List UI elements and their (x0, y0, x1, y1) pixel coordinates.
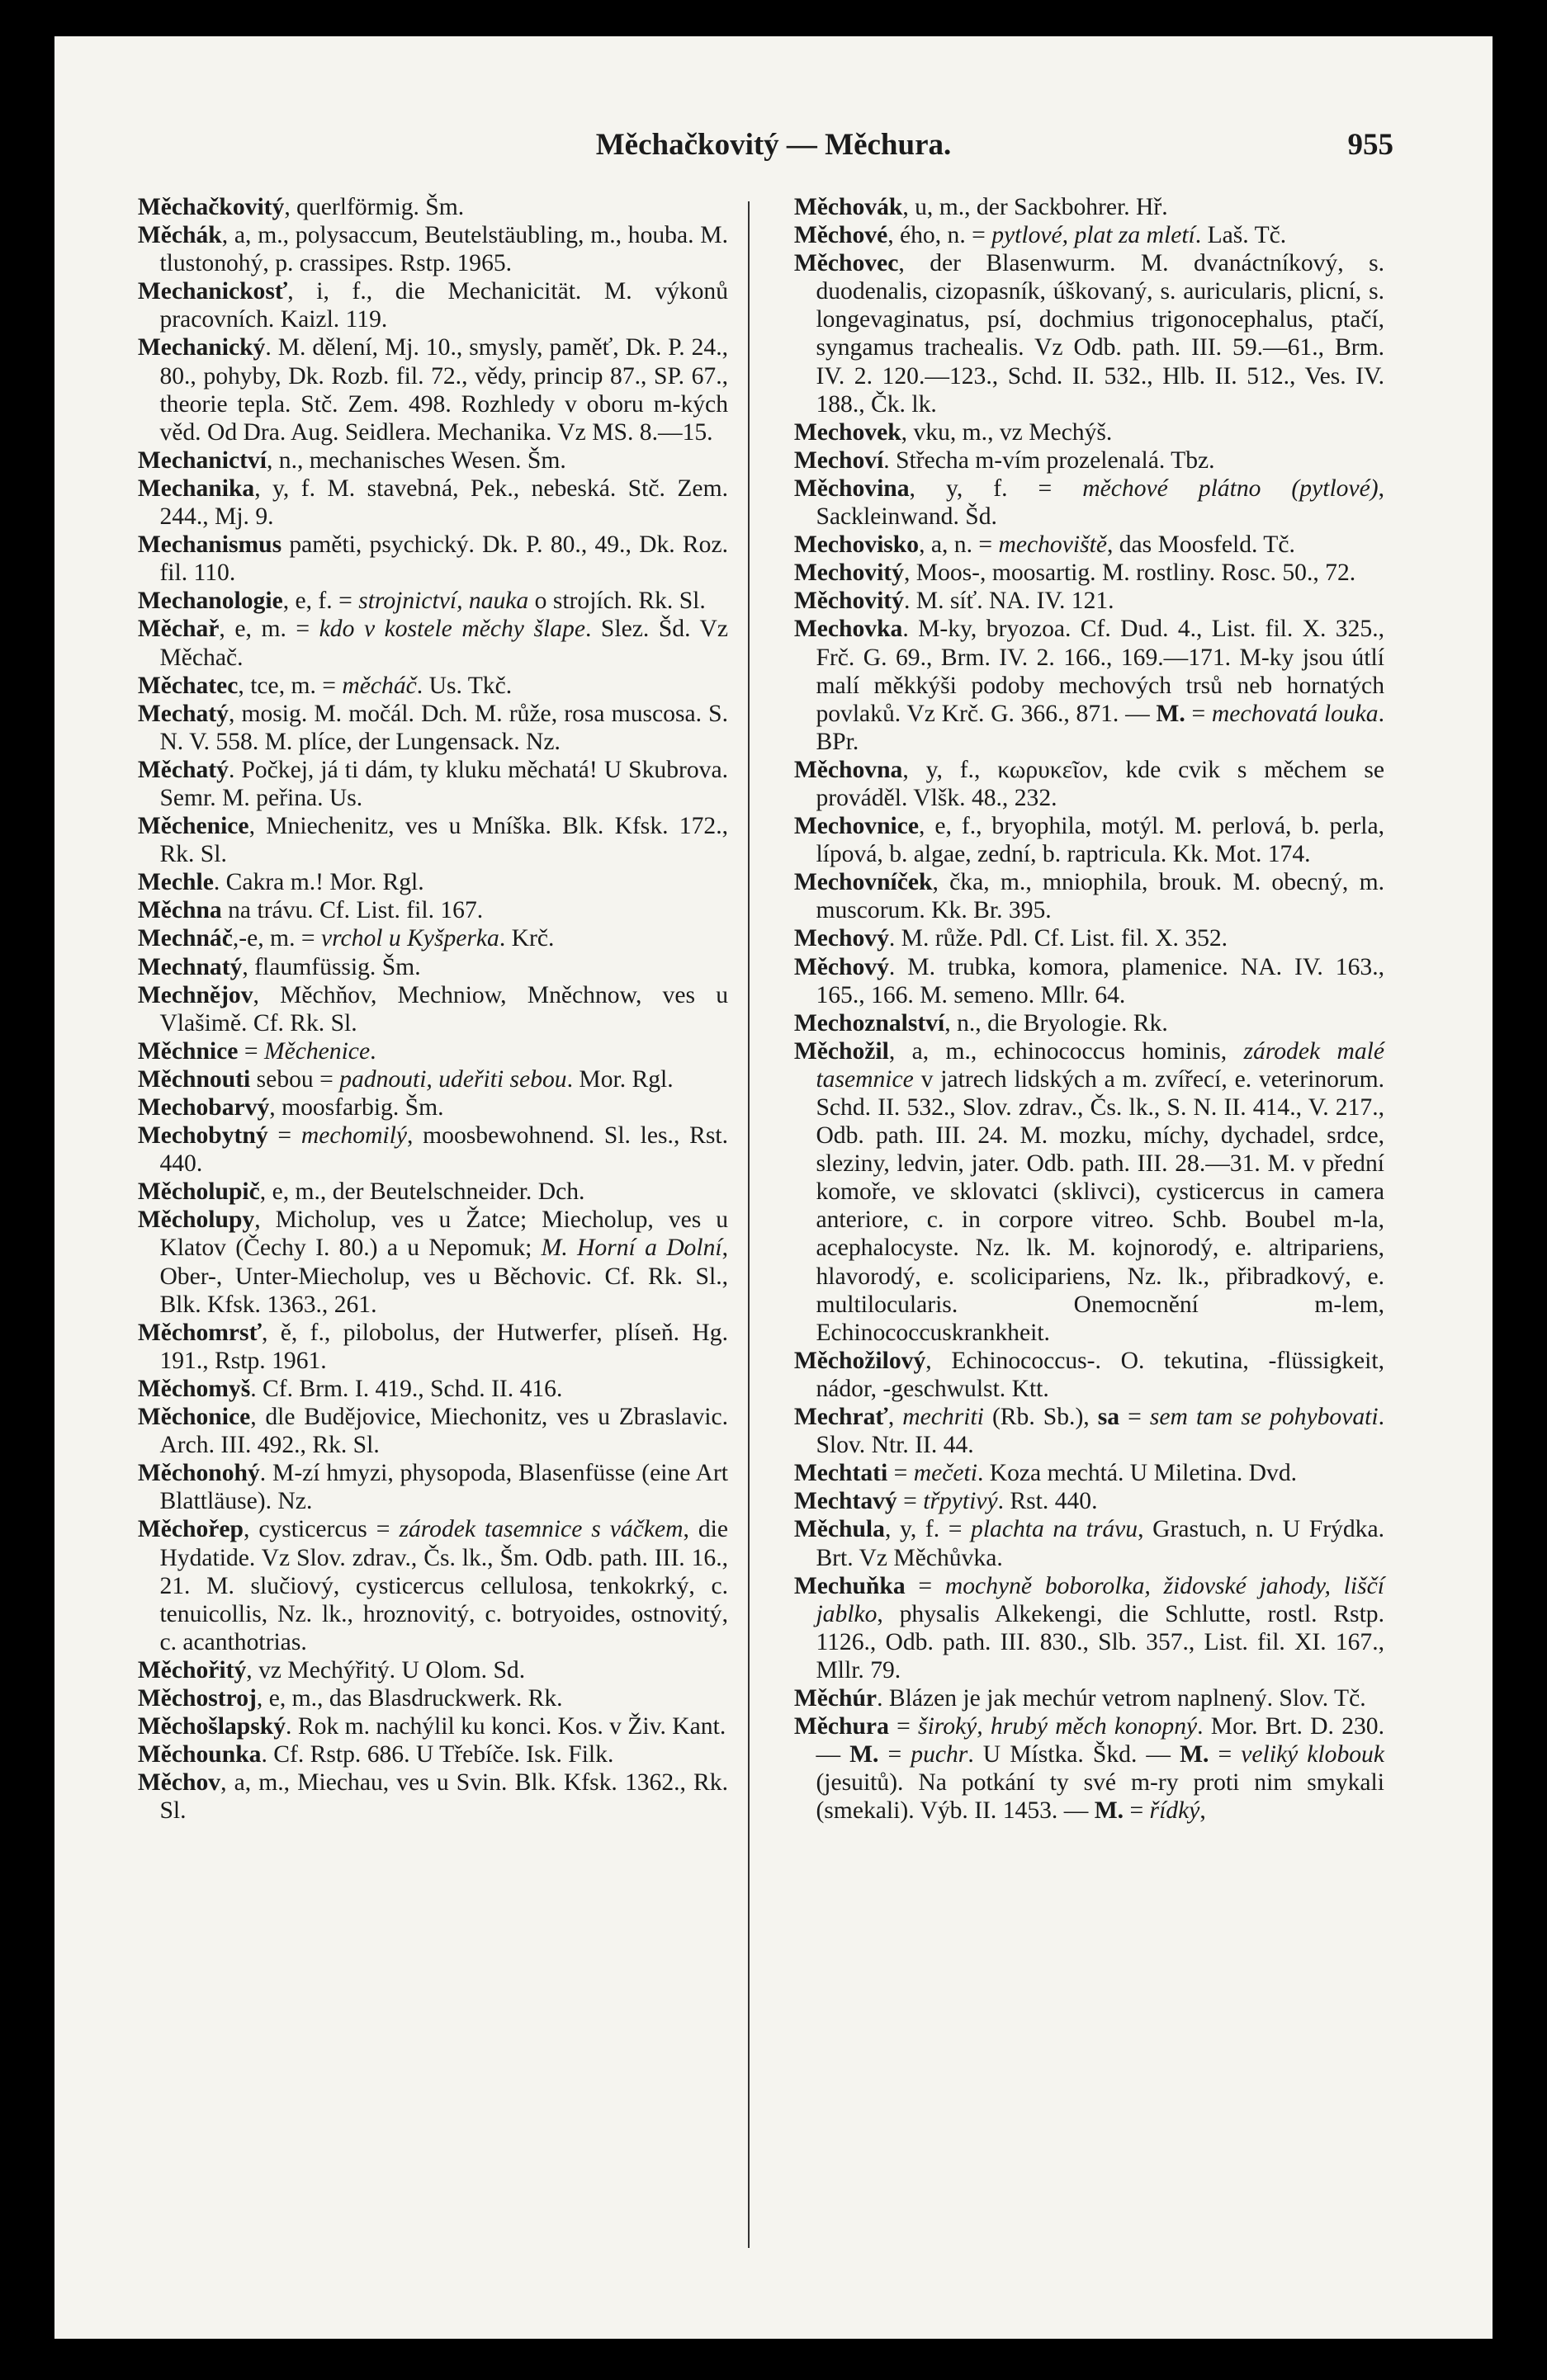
dictionary-entry: Měchožil, a, m., echinococcus hominis, zárodek malé tasemnice v jatrech lidských a m. zvířecí, e. veterinorum. Schd. II. 532., Slov. zdrav., Čs. lk., S. N. II. 414., V. 217., Odb. path. III. 24. M. mozku, míchy, dychadel, srdce, sleziny, ledvin, jater. Odb. path. III. 28.—31. M. v přední komoře, ve sklovatci (sklivci), cysticercus in camera anteriore, c. in corpore vitreo. Schb. Boubel m-la, acephalocyste. Nz. lk. M. kojnorodý, e. altripariens, hlavorodý, e. scolicipariens, Nz. lk., přibradkový, e. multilocularis. Onemocnění m-lem, Echinococcuskrankheit. (793, 1037, 1384, 1346)
dictionary-entry: Mechtati = mečeti. Koza mechtá. U Miletina. Dvd. (793, 1460, 1298, 1487)
dictionary-entry: Měchovec, der Blasenwurm. M. dvanáctníkový, s. duodenalis, cizopasník, úškovaný, s. auricularis, plicní, s. longevaginatus, psí, dochmius trigonocephalus, ptačí, syngamus trachealis. Vz Odb. path. III. 59.—61., Brm. IV. 2. 120.—123., Schd. II. 532., Hlb. II. 512., Ves. IV. 188., Čk. lk. (793, 250, 1384, 418)
dictionary-entry: Měchomyš. Cf. Brm. I. 419., Schd. II. 416. (137, 1375, 563, 1402)
dictionary-entry: Mechanismus paměti, psychický. Dk. P. 80., 49., Dk. Roz. fil. 110. (137, 531, 728, 587)
dictionary-entry: Měcholupy, Micholup, ves u Žatce; Miecholup, ves u Klatov (Čechy I. 80.) a u Nepomuk; M. Horní a Dolní, Ober-, Unter-Miecholup, ves u Běchovic. Cf. Rk. Sl., Blk. Kfsk. 1363., 261. (137, 1207, 729, 1318)
dictionary-entry: Měchomrsť, ě, f., pilobolus, der Hutwerfer, plíseň. Hg. 191., Rstp. 1961. (137, 1319, 728, 1374)
dictionary-entry: Mechobarvý, moosfarbig. Šm. (137, 1094, 444, 1121)
dictionary-entry: Měchenice, Mniechenitz, ves u Mníška. Blk. Kfsk. 172., Rk. Sl. (137, 813, 728, 868)
dictionary-entry: Měchura = široký, hrubý měch konopný. Mor. Brt. D. 230. — M. = puchr. U Místka. Škd. — M. = veliký klobouk (jesuitů). Na potkání ty své m-ry proti nim smykali (smekali). Výb. II. 1453. — M. = řídký, (793, 1713, 1384, 1825)
dictionary-entry: Mechanický. M. dělení, Mj. 10., smysly, paměť, Dk. P. 24., 80., pohyby, Dk. Rozb. fil. 72., vědy, princip 87., SP. 67., theorie tepla. Stč. Zem. 498. Rozhledy v oboru m-kých věd. Od Dra. Aug. Seidlera. Mechanika. Vz MS. 8.—15. (137, 334, 728, 446)
dictionary-entry: Měchnouti sebou = padnouti, udeřiti sebou. Mor. Rgl. (137, 1065, 674, 1093)
dictionary-entry: Měchovna, y, f., κωρυκεῖον, kde cvik s měchem se prováděl. Vlšk. 48., 232. (793, 756, 1384, 811)
dictionary-entry: Měchořep, cysticercus = zárodek tasemnice s váčkem, die Hydatide. Vz Slov. zdrav., Čs. lk., Šm. Odb. path. III. 16., 21. M. slučiový, cysticercus cellulosa, tenkokrký, c. tenuicollis, Nz. lk., hroznovitý, c. botryoides, ostnovitý, c. acanthotrias. (137, 1516, 728, 1655)
page-number: 955 (1347, 128, 1393, 162)
right-column (782, 193, 1384, 1825)
dictionary-page (54, 36, 1493, 2339)
dictionary-entry: Mechanika, y, f. M. stavebná, Pek., nebeská. Stč. Zem. 244., Mj. 9. (137, 475, 728, 531)
dictionary-entry: Mechuňka = mochyně boborolka, židovské jahody, liščí jablko, physalis Alkekengi, die Schlutte, rostl. Rstp. 1126., Odb. path. III. 830., Slb. 357., List. fil. XI. 167., Mllr. 79. (793, 1572, 1384, 1683)
dictionary-entry: Mechobytný = mechomilý, moosbewohnend. Sl. les., Rst. 440. (137, 1122, 728, 1178)
dictionary-entry: Měchovina, y, f. = měchové plátno (pytlové), Sackleinwand. Šd. (793, 475, 1384, 531)
dictionary-entry: Mechnatý, flaumfüssig. Šm. (137, 953, 421, 980)
dictionary-entry: Měchula, y, f. = plachta na trávu, Grastuch, n. U Frýdka. Brt. Vz Měchůvka. (793, 1516, 1384, 1571)
running-head (54, 127, 1493, 177)
dictionary-entry: Měchatý. Počkej, já ti dám, ty kluku měchatá! U Skubrova. Semr. M. peřina. Us. (137, 756, 728, 811)
dictionary-entry: Mechnějov, Měchňov, Mechniow, Mněchnow, ves u Vlašimě. Cf. Rk. Sl. (137, 981, 728, 1037)
page-title: Měchačkovitý — Měchura. (595, 128, 952, 162)
column-divider (748, 201, 750, 2248)
dictionary-entry: Měchostroj, e, m., das Blasdruckwerk. Rk. (137, 1684, 563, 1712)
dictionary-entry: Měchounka. Cf. Rstp. 686. U Třebíče. Isk. Filk. (137, 1741, 614, 1768)
dictionary-entry: Mechanictví, n., mechanisches Wesen. Šm. (137, 446, 566, 474)
dictionary-entry: Měchonohý. M-zí hmyzi, physopoda, Blasenfüsse (eine Art Blattläuse). Nz. (137, 1460, 728, 1515)
dictionary-entry: Měchovák, u, m., der Sackbohrer. Hř. (793, 194, 1168, 220)
dictionary-entry: Měchožilový, Echinococcus-. O. tekutina, -flüssigkeit, nádor, -geschwulst. Ktt. (793, 1347, 1384, 1402)
dictionary-entry: Měchař, e, m. = kdo v kostele měchy šlape. Slez. Šd. Vz Měchač. (137, 616, 729, 671)
dictionary-entry: Měchové, ého, n. = pytlové, plat za mletí. Laš. Tč. (793, 222, 1287, 249)
dictionary-entry: Mechovisko, a, n. = mechoviště, das Moosfeld. Tč. (793, 531, 1295, 559)
dictionary-entry: Měcholupič, e, m., der Beutelschneider. Dch. (137, 1178, 585, 1206)
dictionary-entry: Mechový. M. růže. Pdl. Cf. List. fil. X. 352. (793, 925, 1228, 952)
dictionary-entry: Měchačkovitý, querlförmig. Šm. (137, 194, 465, 220)
dictionary-entry: Mechnáč,-e, m. = vrchol u Kyšperka. Krč. (137, 925, 555, 952)
dictionary-entry: Mechoznalství, n., die Bryologie. Rk. (793, 1009, 1168, 1037)
left-column (125, 193, 728, 1825)
dictionary-entry: Mechanologie, e, f. = strojnictví, nauka o strojích. Rk. Sl. (137, 588, 706, 615)
dictionary-entry: Mechovnice, e, f., bryophila, motýl. M. perlová, b. perla, lípová, b. algae, zední, b. raptricula. Kk. Mot. 174. (793, 813, 1384, 868)
dictionary-entry: Mechovníček, čka, m., mniophila, brouk. M. obecný, m. muscorum. Kk. Br. 395. (793, 869, 1384, 924)
dictionary-entry: Mechovek, vku, m., vz Mechýš. (793, 418, 1113, 446)
dictionary-entry: Mechanickosť, i, f., die Mechanicität. M. výkonů pracovních. Kaizl. 119. (137, 278, 728, 333)
dictionary-entry: Měchna na trávu. Cf. List. fil. 167. (137, 897, 484, 924)
dictionary-entry: Měchořitý, vz Mechýřitý. U Olom. Sd. (137, 1656, 526, 1683)
dictionary-entry: Měchovitý. M. síť. NA. IV. 121. (793, 588, 1114, 615)
dictionary-entry: Měchatec, tce, m. = měcháč. Us. Tkč. (137, 672, 513, 699)
dictionary-entry: Měchák, a, m., polysaccum, Beutelstäubling, m., houba. M. tlustonohý, p. crassipes. Rstp. 1965. (137, 222, 728, 277)
dictionary-entry: Měchúr. Blázen je jak mechúr vetrom naplnený. Slov. Tč. (793, 1684, 1366, 1712)
dictionary-entry: Mechrať, mechriti (Rb. Sb.), sa = sem tam se pohybovati. Slov. Ntr. II. 44. (793, 1404, 1384, 1459)
dictionary-entry: Měchnice = Měchenice. (137, 1037, 376, 1065)
dictionary-entry: Mechovka. M-ky, bryozoa. Cf. Dud. 4., List. fil. X. 325., Frč. G. 69., Brm. IV. 2. 166., 169.—171. M-ky jsou útlí malí měkkýši podoby mechových trsů neb hornatých povlaků. Vz Krč. G. 366., 871. — M. = mechovatá louka. BPr. (793, 616, 1384, 755)
dictionary-entry: Mechovitý, Moos-, moosartig. M. rostliny. Rosc. 50., 72. (793, 560, 1356, 587)
dictionary-entry: Měchový. M. trubka, komora, plamenice. NA. IV. 163., 165., 166. M. semeno. Mllr. 64. (793, 953, 1384, 1008)
dictionary-entry: Mechoví. Střecha m-vím prozelenalá. Tbz. (793, 446, 1215, 474)
dictionary-entry: Mechtavý = třpytivý. Rst. 440. (793, 1488, 1098, 1515)
dictionary-entry: Mechle. Cakra m.! Mor. Rgl. (137, 869, 424, 896)
dictionary-entry: Měchonice, dle Budějovice, Miechonitz, ves u Zbraslavic. Arch. III. 492., Rk. Sl. (137, 1404, 728, 1459)
dictionary-entry: Měchov, a, m., Miechau, ves u Svin. Blk. Kfsk. 1362., Rk. Sl. (137, 1769, 728, 1825)
dictionary-entry: Měchošlapský. Rok m. nachýlil ku konci. Kos. v Živ. Kant. (137, 1713, 726, 1740)
dictionary-entry: Mechatý, mosig. M. močál. Dch. M. růže, rosa muscosa. S. N. V. 558. M. plíce, der Lungensack. Nz. (137, 700, 728, 755)
